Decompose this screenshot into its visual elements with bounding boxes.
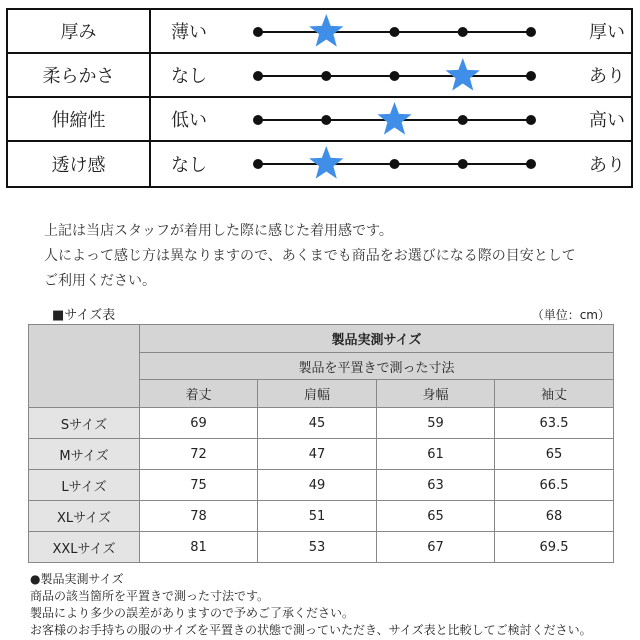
table-row	[29, 470, 614, 501]
feel-label: 厚み	[8, 10, 151, 52]
scale-dot	[253, 71, 263, 81]
table-cell: 66.5	[495, 470, 614, 501]
table-cell: 49	[258, 470, 377, 501]
feel-scale	[8, 98, 631, 140]
scale-dot	[526, 71, 536, 81]
table-cell: 61	[377, 439, 495, 470]
table-row	[29, 408, 614, 439]
star-icon	[377, 102, 411, 135]
feel-label: 伸縮性	[8, 98, 151, 140]
column-header-length: 着丈	[140, 380, 258, 408]
table-row	[29, 532, 614, 563]
wear-feel-table	[6, 8, 633, 188]
footnote-line-3: お客様のお手持ちの服のサイズを平置きの状態で測っていただき、サイズ表と比較してご検討ください。	[30, 623, 592, 637]
size-label: Lサイズ	[29, 470, 140, 501]
scale-dot	[526, 115, 536, 125]
size-label: Mサイズ	[29, 439, 140, 470]
column-header-sleeve: 袖丈	[495, 380, 614, 408]
scale-dot	[390, 71, 400, 81]
size-table-title: ■サイズ表	[52, 308, 116, 323]
table-cell: 53	[258, 532, 377, 563]
table-row	[29, 501, 614, 532]
size-label: XLサイズ	[29, 501, 140, 532]
table-cell: 69	[140, 408, 258, 439]
table-cell: 81	[140, 532, 258, 563]
table-cell: 51	[258, 501, 377, 532]
scale-dot	[321, 115, 331, 125]
scale-dot	[253, 115, 263, 125]
note-line-2: 人によって感じ方は異なりますので、あくまでも商品をお選びになる際の目安として	[44, 248, 576, 264]
scale-dot	[390, 27, 400, 37]
feel-label: 柔らかさ	[8, 54, 151, 96]
feel-scale	[8, 10, 631, 52]
table-cell: 65	[495, 439, 614, 470]
note-line-1: 上記は当店スタッフが着用した際に感じた着用感です。	[44, 223, 393, 239]
footnote-line-1: 商品の該当箇所を平置きで測った寸法です。	[30, 589, 270, 603]
table-cell: 67	[377, 532, 495, 563]
size-table-corner	[29, 325, 140, 408]
feel-low-label: なし	[171, 66, 207, 87]
star-icon	[309, 14, 343, 47]
table-cell: 68	[495, 501, 614, 532]
scale-dot	[458, 27, 468, 37]
scale-dot	[321, 71, 331, 81]
feel-label: 透け感	[8, 142, 151, 186]
table-cell: 65	[377, 501, 495, 532]
column-header-chest: 身幅	[377, 380, 495, 408]
feel-high-label: あり	[589, 66, 625, 87]
feel-row-stretch	[8, 98, 631, 142]
table-cell: 59	[377, 408, 495, 439]
table-cell: 63	[377, 470, 495, 501]
feel-scale	[8, 142, 631, 184]
feel-high-label: 厚い	[589, 22, 625, 43]
note-line-3: ご利用ください。	[44, 273, 156, 289]
table-cell: 75	[140, 470, 258, 501]
star-icon	[446, 58, 480, 91]
feel-scale	[8, 54, 631, 96]
size-table-unit: （単位：cm）	[531, 308, 610, 322]
feel-low-label: なし	[171, 155, 207, 176]
scale-dot	[390, 159, 400, 169]
size-sub-header: 製品を平置きで測った寸法	[140, 353, 614, 380]
table-cell: 45	[258, 408, 377, 439]
feel-row-softness	[8, 54, 631, 98]
feel-low-label: 低い	[171, 110, 207, 131]
size-label: XXLサイズ	[29, 532, 140, 563]
scale-dot	[526, 27, 536, 37]
table-row	[29, 439, 614, 470]
scale-dot	[458, 159, 468, 169]
table-cell: 47	[258, 439, 377, 470]
footnote-line-2: 製品により多少の誤差がありますので予めご了承ください。	[30, 606, 355, 620]
footnote-title: ●製品実測サイズ	[30, 572, 124, 586]
feel-low-label: 薄い	[171, 22, 207, 43]
table-cell: 63.5	[495, 408, 614, 439]
size-table	[28, 324, 614, 563]
size-group-header: 製品実測サイズ	[140, 325, 614, 353]
feel-row-thickness	[8, 10, 631, 54]
feel-row-sheerness	[8, 142, 631, 186]
scale-dot	[458, 115, 468, 125]
feel-high-label: あり	[589, 155, 625, 176]
table-cell: 72	[140, 439, 258, 470]
table-cell: 69.5	[495, 532, 614, 563]
scale-dot	[526, 159, 536, 169]
scale-dot	[253, 159, 263, 169]
size-label: Sサイズ	[29, 408, 140, 439]
table-cell: 78	[140, 501, 258, 532]
column-header-shoulder: 肩幅	[258, 380, 377, 408]
scale-dot	[253, 27, 263, 37]
star-icon	[309, 146, 343, 179]
feel-high-label: 高い	[589, 110, 625, 131]
